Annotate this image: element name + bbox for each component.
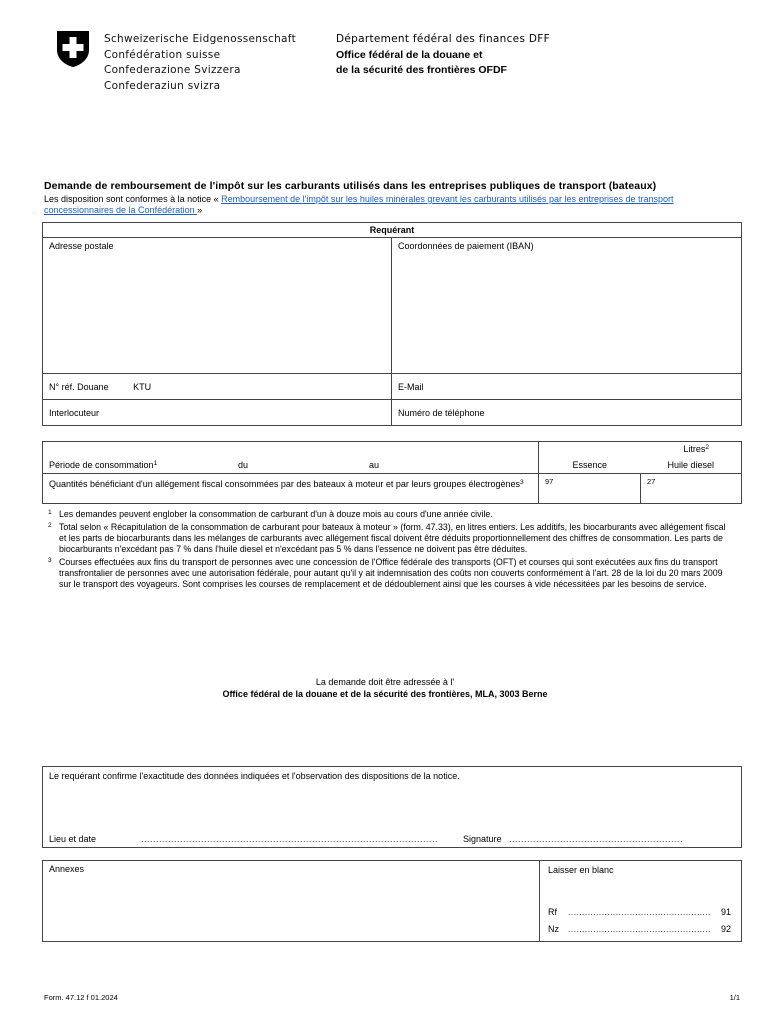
- litres-header: [539, 442, 742, 457]
- dept-line-3: de la sécurité des frontières OFDF: [336, 64, 507, 76]
- quantities-label: Quantités bénéficiant d'un allégement fiscal consommées par des bateaux à moteur et par leurs groupes électrogènes: [49, 479, 520, 489]
- footnote-3-num: 3: [48, 557, 52, 564]
- dept-line-1: Département fédéral des finances DFF: [336, 33, 550, 45]
- litres-label: Litres: [683, 444, 706, 454]
- department-block: [336, 32, 550, 79]
- notice-link[interactable]: Remboursement de l'impôt sur les huiles minérales grevant les carburants utilisés par les entreprises de transport concessionnaires de la Confédération: [44, 194, 674, 215]
- litres-footnote-ref: 2: [705, 444, 709, 451]
- nz-number: 92: [720, 924, 731, 934]
- from-label: du: [238, 460, 249, 470]
- signature-field[interactable]: ..........................................................: [509, 834, 684, 844]
- confirmation-text: Le requérant confirme l'exactitude des données indiquées et l'observation des dispositions de la notice.: [49, 771, 460, 781]
- footnote-1-text: Les demandes peuvent englober la consommation de carburant d'un à douze mois au cours d'une année civile.: [59, 509, 493, 519]
- period-label: Période de consommation: [49, 460, 154, 470]
- leave-blank-label: Laisser en blanc: [548, 865, 614, 875]
- gov-name-de: Schweizerische Eidgenossenschaft: [104, 33, 296, 45]
- send-to-intro: La demande doit être adressée à l': [315, 677, 455, 687]
- annexes-label: Annexes: [49, 864, 85, 874]
- nz-label: Nz: [548, 924, 559, 934]
- place-date-field[interactable]: ...................................................................................................: [141, 834, 439, 844]
- footnotes: [48, 509, 733, 592]
- rf-number: 91: [720, 907, 731, 917]
- dept-line-2: Office fédéral de la douane et: [336, 48, 483, 61]
- rf-label: Rf: [548, 907, 557, 917]
- leave-blank-box: [540, 861, 742, 942]
- requerant-table: [42, 222, 742, 426]
- government-names: [104, 32, 296, 94]
- gov-name-it: Confederazione Svizzera: [104, 64, 241, 76]
- essence-code: 97: [545, 477, 554, 486]
- annexes-field[interactable]: [43, 861, 540, 942]
- footnote-3-text: Courses effectuées aux fins du transport de personnes avec une concession de l'Office fédérale des transports (OFT) et courses qui sont exécutées aux fins du transport transfrontalier de personnes avec une autorisation fédérale, pour autant qu'il y ait indemnisation des coûts non couverts conformément à l'art. 28 de la loi du 20 mars 2009 sur le transport des voyageurs. Sont comprises les courses de remplacement et de dédoublement ainsi que les courses à vide nécessitées par les besoins de service.: [59, 557, 723, 589]
- gov-name-fr: Confédération suisse: [104, 48, 221, 61]
- form-title: Demande de remboursement de l'impôt sur les carburants utilisés dans les entreprises publiques de transport (bateaux): [44, 180, 657, 192]
- footnote-2-num: 2: [48, 522, 52, 529]
- place-date-label: Lieu et date: [49, 834, 97, 844]
- subtitle-prefix: Les disposition sont conformes à la notice «: [44, 194, 222, 204]
- essence-header: Essence: [539, 457, 641, 474]
- contact-person-field[interactable]: [43, 400, 392, 426]
- page-number: 1/1: [729, 993, 740, 1002]
- footnote-1-num: 1: [48, 509, 52, 516]
- requerant-header: Requérant: [43, 223, 742, 238]
- footnote-3: [48, 557, 733, 590]
- iban-field[interactable]: [392, 238, 742, 374]
- diesel-code: 27: [647, 477, 656, 486]
- quantities-footnote-ref: 3: [520, 479, 524, 486]
- send-to-address: Office fédéral de la douane et de la sécurité des frontières, MLA, 3003 Berne: [222, 689, 548, 699]
- iban-label: Coordonnées de paiement (IBAN): [398, 241, 534, 251]
- quantities-label-cell: [43, 474, 539, 504]
- period-footnote-ref: 1: [153, 460, 158, 467]
- gov-name-rm: Confederaziun svizra: [104, 79, 221, 92]
- customs-ref-field[interactable]: [43, 374, 392, 400]
- consumption-period-field[interactable]: [43, 442, 539, 474]
- phone-label: Numéro de téléphone: [398, 408, 485, 418]
- confirmation-box: [42, 766, 742, 848]
- rf-dots: ...................................................: [568, 907, 711, 917]
- essence-quantity-field[interactable]: [539, 474, 641, 504]
- email-label: E-Mail: [398, 382, 424, 392]
- diesel-quantity-field[interactable]: [641, 474, 742, 504]
- customs-ref-label: N° réf. Douane: [49, 382, 109, 392]
- footnote-2: [48, 522, 733, 555]
- annex-table: [42, 860, 742, 942]
- form-subtitle: [44, 194, 729, 216]
- contact-person-label: Interlocuteur: [49, 408, 100, 418]
- consumption-table: [42, 441, 742, 504]
- nz-dots: ...................................................: [568, 924, 711, 934]
- to-label: au: [369, 460, 380, 470]
- email-field[interactable]: [392, 374, 742, 400]
- postal-address-label: Adresse postale: [49, 241, 114, 251]
- postal-address-field[interactable]: [43, 238, 392, 374]
- swiss-coat-of-arms-icon: [56, 30, 90, 68]
- subtitle-suffix: »: [197, 205, 203, 215]
- phone-field[interactable]: [392, 400, 742, 426]
- footnote-1: [48, 509, 733, 520]
- ktu-label: KTU: [133, 382, 152, 392]
- diesel-header: Huile diesel: [641, 457, 742, 474]
- form-number: Form. 47.12 f 01.2024: [44, 993, 118, 1002]
- signature-label: Signature: [463, 834, 502, 844]
- footnote-2-text: Total selon « Récapitulation de la consommation de carburant pour bateaux à moteur » (form. 47.33), en litres entiers. Les additifs, les biocarburants avec allégement fiscal et les parts de biocarburants dans les mélanges de carburants avec allégement fiscal doivent être déduits proportionnellement des chiffres de consommation. Les parts de biocarburants n'excédant pas 7 % dans l'huile diesel et n'excédant pas 5 % dans l'essence ne doivent pas être déduites.: [59, 522, 726, 554]
